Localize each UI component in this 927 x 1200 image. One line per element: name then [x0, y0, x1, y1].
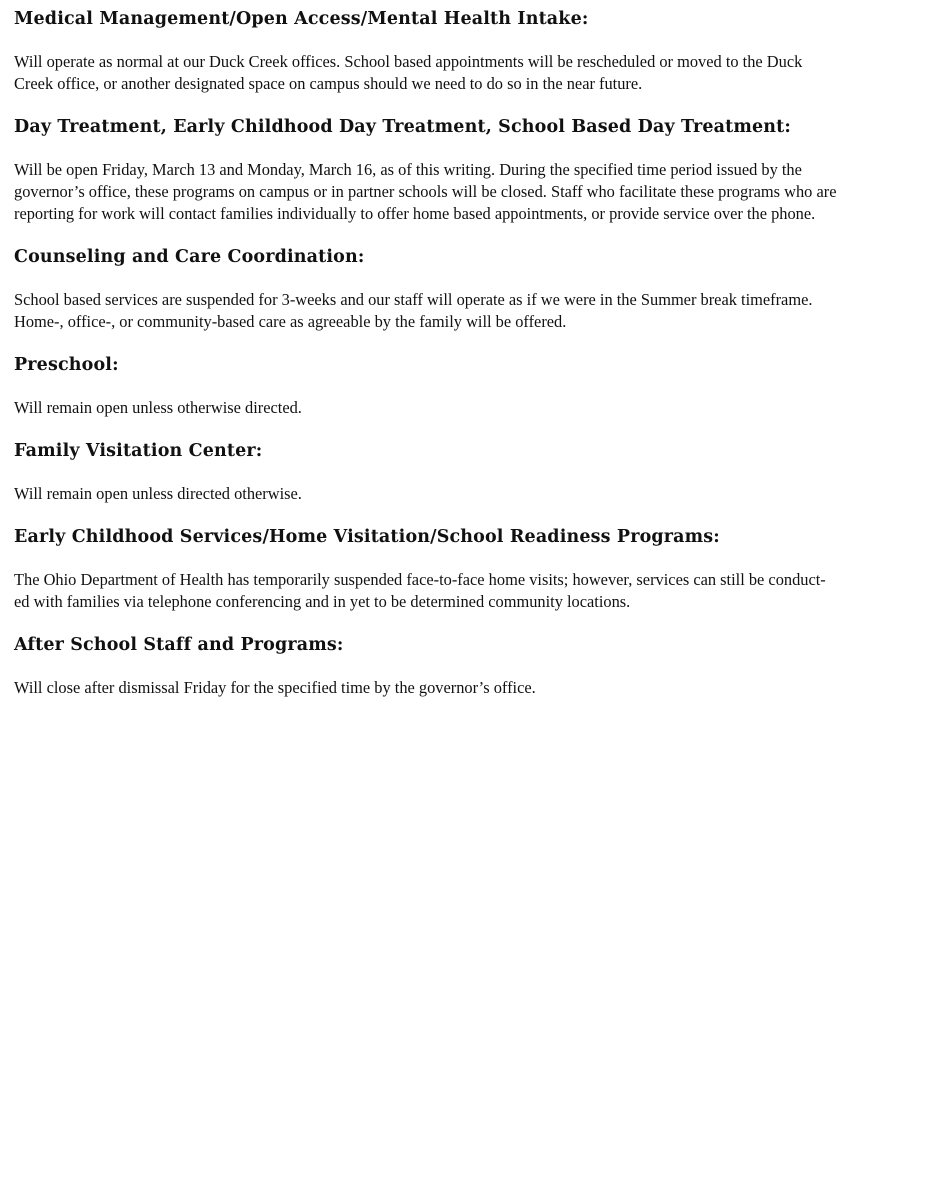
body-line: governor’s office, these programs on campus or in partner schools will be closed. Staff who facilitate these programs who are	[14, 182, 837, 201]
section-heading: Counseling and Care Coordination:	[14, 247, 365, 267]
body-line: Will operate as normal at our Duck Creek offices. School based appointments will be rescheduled or moved to the Duck	[14, 52, 803, 71]
section-body	[14, 397, 914, 419]
body-line: reporting for work will contact families individually to offer home based appointments, or provide service over the phone.	[14, 204, 816, 223]
body-line: School based services are suspended for 3-weeks and our staff will operate as if we were in the Summer break timeframe.	[14, 290, 813, 309]
section-counseling	[14, 246, 914, 333]
section-after-school	[14, 634, 914, 699]
document-page	[14, 8, 914, 720]
body-line: Will close after dismissal Friday for the specified time by the governor’s office.	[14, 678, 536, 697]
body-line: Creek office, or another designated space on campus should we need to do so in the near future.	[14, 74, 643, 93]
body-line: Will remain open unless otherwise directed.	[14, 398, 302, 417]
section-day-treatment	[14, 116, 914, 225]
section-body	[14, 51, 914, 95]
section-heading: Day Treatment, Early Childhood Day Treatment, School Based Day Treatment:	[14, 117, 791, 137]
body-line: The Ohio Department of Health has temporarily suspended face-to-face home visits; however, services can still be conduct-	[14, 570, 826, 589]
section-heading: Early Childhood Services/Home Visitation/School Readiness Programs:	[14, 527, 720, 547]
body-line: Will be open Friday, March 13 and Monday, March 16, as of this writing. During the specified time period issued by the	[14, 160, 802, 179]
section-body	[14, 289, 914, 333]
section-early-childhood	[14, 526, 914, 613]
body-line: Will remain open unless directed otherwise.	[14, 484, 302, 503]
section-body	[14, 569, 914, 613]
section-heading: Medical Management/Open Access/Mental Health Intake:	[14, 9, 589, 29]
body-line: Home-, office-, or community-based care as agreeable by the family will be offered.	[14, 312, 567, 331]
section-heading: After School Staff and Programs:	[14, 635, 344, 655]
section-medical-management	[14, 8, 914, 95]
section-preschool	[14, 354, 914, 419]
section-body	[14, 483, 914, 505]
section-heading: Family Visitation Center:	[14, 441, 263, 461]
section-body	[14, 677, 914, 699]
section-heading: Preschool:	[14, 355, 119, 375]
body-line: ed with families via telephone conferencing and in yet to be determined community locations.	[14, 592, 631, 611]
section-family-visitation	[14, 440, 914, 505]
section-body	[14, 159, 914, 225]
